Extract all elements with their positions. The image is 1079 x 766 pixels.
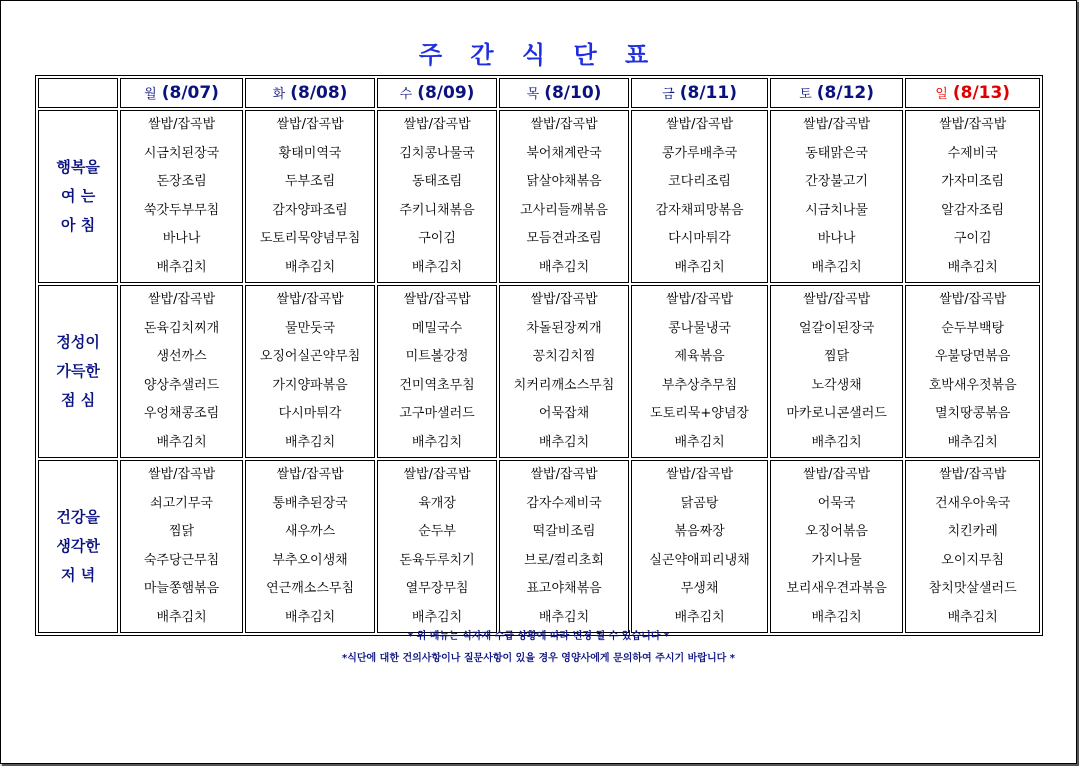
menu-cell (377, 460, 496, 633)
menu-item: 돈장조림 (156, 174, 207, 189)
menu-item: 순두부백탕 (941, 320, 1005, 336)
menu-cell (499, 285, 630, 458)
menu-cell (631, 110, 768, 283)
menu-item: 무생채 (680, 581, 719, 596)
menu-item: 어묵잡채 (538, 406, 590, 421)
menu-cell (120, 460, 242, 633)
menu-item: 미트볼강정 (405, 349, 469, 364)
menu-item: 표고야채볶음 (526, 581, 602, 596)
meal-label-line: 정성이 (56, 333, 100, 351)
menu-item: 가자미조림 (941, 174, 1005, 189)
menu-item: 찜닭 (824, 349, 850, 364)
day-badge-icon: 목 (526, 87, 540, 102)
menu-item: 알감자조림 (941, 202, 1005, 218)
menu-item: 수제비국 (947, 145, 998, 161)
meal-label-line: 가득한 (56, 362, 100, 380)
menu-cell (631, 460, 768, 633)
menu-item: 배추김치 (538, 259, 590, 275)
meal-row-2 (38, 460, 1040, 633)
menu-item: 닭곰탕 (680, 495, 719, 511)
menu-item: 감자양파조림 (272, 202, 348, 218)
menu-item: 어묵국 (817, 495, 856, 511)
menu-item: 두부조림 (284, 174, 336, 189)
menu-item: 배추김치 (947, 259, 998, 275)
menu-item: 배추김치 (674, 609, 725, 625)
day-date-label: (8/12) (816, 83, 874, 103)
day-date-label: (8/07) (161, 83, 219, 103)
menu-item: 돈육김치찌개 (143, 320, 220, 336)
menu-item: 건미역초무침 (399, 377, 475, 393)
notice-line-2: *식단에 대한 건의사항이나 질문사항이 있을 경우 영양사에게 문의하여 주시기 바랍니다 * (341, 653, 736, 664)
menu-item: 김치콩나물국 (399, 145, 475, 161)
menu-cell (770, 460, 904, 633)
day-header-1 (245, 78, 376, 108)
day-badge-icon: 월 (144, 87, 157, 102)
menu-cell (905, 460, 1040, 633)
menu-item: 쌀밥/잡곡밥 (403, 467, 471, 482)
menu-item: 차돌된장찌개 (526, 320, 602, 336)
day-badge-icon: 토 (799, 87, 812, 102)
day-badge-icon: 수 (399, 87, 413, 102)
day-date-label: (8/11) (679, 83, 737, 103)
day-badge-icon: 일 (935, 87, 948, 102)
menu-item: 오징어실곤약무침 (259, 349, 361, 364)
menu-item: 코다리조림 (668, 174, 731, 189)
meal-label-line: 여 는 (61, 187, 96, 205)
menu-item: 간장불고기 (805, 174, 868, 189)
menu-item: 콩가루배추국 (661, 145, 738, 161)
menu-item: 도토리묵+양념장 (650, 406, 749, 421)
menu-item: 쌀밥/잡곡밥 (530, 292, 598, 307)
menu-item: 배추김치 (156, 259, 207, 275)
menu-item: 쌀밥/잡곡밥 (665, 117, 734, 132)
menu-cell (120, 285, 242, 458)
menu-item: 북어채계란국 (526, 145, 602, 161)
day-header-4 (631, 78, 768, 108)
day-date-label: (8/08) (290, 83, 348, 103)
menu-item: 돈육두루치기 (399, 552, 475, 568)
menu-item: 쌀밥/잡곡밥 (939, 467, 1007, 482)
menu-item: 가지나물 (811, 552, 862, 568)
meal-label-line: 아 침 (61, 216, 96, 234)
menu-item: 통배추된장국 (272, 495, 348, 511)
day-header-3 (499, 78, 630, 108)
menu-item: 배추김치 (674, 259, 725, 275)
menu-item: 쌀밥/잡곡밥 (276, 467, 344, 482)
menu-item: 배추김치 (156, 609, 207, 625)
meal-label-line: 생각한 (56, 537, 100, 555)
day-badge-icon: 금 (662, 87, 675, 102)
menu-item: 치커리깨소스무침 (513, 377, 615, 393)
menu-item: 시금치된장국 (143, 145, 220, 161)
menu-item: 숙주당근무침 (143, 552, 220, 568)
day-header-6 (905, 78, 1040, 108)
menu-cell (120, 110, 242, 283)
menu-item: 마늘쫑햄볶음 (143, 581, 220, 596)
day-header-2 (377, 78, 496, 108)
menu-cell (499, 460, 630, 633)
menu-item: 오징어볶음 (805, 524, 868, 539)
menu-item: 가지양파볶음 (272, 377, 348, 393)
menu-item: 제육볶음 (674, 349, 725, 364)
menu-item: 꽁치김치찜 (532, 349, 596, 364)
weekly-menu-table (35, 75, 1043, 636)
meal-label-line: 건강을 (56, 508, 100, 526)
menu-item: 양상추샐러드 (143, 377, 220, 393)
menu-item: 열무장무침 (405, 581, 469, 596)
menu-item: 호박새우젓볶음 (928, 377, 1017, 393)
menu-item: 다시마튀각 (668, 231, 731, 246)
notice-line-1: * 위 메뉴는 식자재 수급 상황에 따라 변경 될 수 있습니다 * (407, 631, 670, 642)
menu-item: 우불당면볶음 (935, 349, 1011, 364)
menu-item: 쌀밥/잡곡밥 (403, 117, 471, 132)
menu-item: 보리새우견과볶음 (786, 581, 887, 596)
menu-item: 배추김치 (811, 609, 862, 625)
menu-item: 새우까스 (284, 524, 336, 539)
header-row (38, 78, 1040, 108)
menu-item: 쌀밥/잡곡밥 (803, 292, 871, 307)
menu-item: 쌀밥/잡곡밥 (403, 292, 471, 307)
menu-item: 육개장 (418, 495, 456, 511)
meal-row-1 (38, 285, 1040, 458)
menu-item: 구이김 (418, 231, 456, 246)
menu-item: 주키니채볶음 (399, 202, 475, 218)
menu-item: 떡갈비조림 (532, 524, 596, 539)
menu-cell (770, 285, 904, 458)
menu-cell (770, 110, 904, 283)
menu-item: 생선까스 (156, 349, 207, 364)
menu-item: 쌀밥/잡곡밥 (939, 117, 1007, 132)
menu-cell (245, 110, 376, 283)
menu-item: 바나나 (162, 231, 201, 246)
menu-cell (905, 285, 1040, 458)
menu-item: 우엉채콩조림 (143, 406, 220, 421)
menu-item: 연근깨소스무침 (266, 581, 354, 596)
page-title: 주 간 식 단 표 (418, 41, 659, 69)
menu-item: 배추김치 (284, 259, 336, 275)
menu-item: 치킨카레 (947, 524, 998, 539)
menu-cell (377, 285, 496, 458)
menu-item: 찜닭 (168, 524, 195, 539)
menu-item: 다시마튀각 (278, 406, 342, 421)
menu-item: 동태조림 (411, 174, 463, 189)
menu-item: 건새우아욱국 (935, 495, 1011, 511)
meal-label (38, 110, 118, 283)
menu-cell (631, 285, 768, 458)
menu-item: 모듬견과조림 (526, 231, 602, 246)
menu-item: 배추김치 (947, 609, 998, 625)
menu-item: 배추김치 (947, 434, 998, 450)
menu-item: 콩나물냉국 (668, 320, 731, 336)
menu-item: 실곤약애피리냉채 (649, 552, 750, 568)
menu-item: 참치맛살샐러드 (928, 581, 1017, 596)
day-badge-icon: 화 (272, 87, 286, 102)
menu-item: 쌀밥/잡곡밥 (530, 117, 598, 132)
day-date-label: (8/09) (417, 83, 475, 103)
menu-item: 메밀국수 (411, 320, 463, 336)
menu-item: 동태맑은국 (805, 145, 868, 161)
menu-item: 물만둣국 (284, 320, 336, 336)
meal-label-line: 저 녁 (61, 566, 96, 584)
menu-item: 쑥갓두부무침 (143, 202, 220, 218)
menu-item: 닭살야채볶음 (526, 174, 602, 189)
menu-item: 배추김치 (284, 609, 336, 625)
menu-item: 배추김치 (538, 609, 590, 625)
menu-item: 배추김치 (811, 434, 862, 450)
menu-item: 부추상추무침 (661, 377, 738, 393)
menu-item: 쌀밥/잡곡밥 (147, 467, 216, 482)
menu-item: 멸치땅콩볶음 (935, 406, 1011, 421)
menu-item: 볶음짜장 (674, 524, 725, 539)
meal-label-line: 행복을 (56, 158, 100, 176)
menu-item: 쇠고기무국 (150, 495, 213, 511)
menu-item: 얼갈이된장국 (798, 320, 875, 336)
day-date-label: (8/13) (952, 83, 1011, 103)
corner-cell (38, 78, 118, 108)
menu-item: 노각생채 (811, 377, 862, 393)
menu-body (38, 110, 1040, 633)
menu-item: 쌀밥/잡곡밥 (530, 467, 598, 482)
meal-label (38, 460, 118, 633)
menu-item: 쌀밥/잡곡밥 (803, 117, 871, 132)
menu-item: 쌀밥/잡곡밥 (147, 117, 216, 132)
menu-item: 배추김치 (411, 259, 463, 275)
menu-cell (905, 110, 1040, 283)
menu-item: 쌀밥/잡곡밥 (665, 467, 734, 482)
menu-cell (499, 110, 630, 283)
menu-item: 쌀밥/잡곡밥 (803, 467, 871, 482)
menu-item: 쌀밥/잡곡밥 (939, 292, 1007, 307)
menu-item: 바나나 (817, 231, 856, 246)
meal-label (38, 285, 118, 458)
menu-item: 배추김치 (284, 434, 336, 450)
day-header-5 (770, 78, 904, 108)
day-date-label: (8/10) (544, 83, 602, 103)
menu-item: 배추김치 (674, 434, 725, 450)
menu-item: 배추김치 (411, 434, 463, 450)
menu-item: 구이김 (953, 231, 992, 246)
menu-item: 고구마샐러드 (399, 406, 475, 421)
menu-item: 부추오이생채 (272, 552, 348, 568)
menu-item: 감자채피망볶음 (655, 202, 744, 218)
menu-item: 브로/컬리초회 (524, 552, 604, 568)
menu-item: 쌀밥/잡곡밥 (276, 292, 344, 307)
day-header-0 (120, 78, 242, 108)
menu-item: 황태미역국 (278, 145, 342, 161)
menu-cell (245, 285, 376, 458)
menu-item: 쌀밥/잡곡밥 (147, 292, 216, 307)
menu-item: 시금치나물 (805, 202, 868, 218)
menu-item: 도토리묵양념무침 (259, 231, 361, 246)
menu-cell (377, 110, 496, 283)
menu-item: 배추김치 (538, 434, 590, 450)
menu-item: 배추김치 (811, 259, 862, 275)
menu-item: 고사리들깨볶음 (520, 202, 608, 218)
menu-item: 쌀밥/잡곡밥 (276, 117, 344, 132)
menu-item: 오이지무침 (941, 552, 1005, 568)
meal-row-0 (38, 110, 1040, 283)
meal-label-line: 점 심 (61, 391, 96, 409)
menu-item: 감자수제비국 (526, 495, 602, 511)
menu-item: 배추김치 (156, 434, 207, 450)
menu-item: 마카로니콘샐러드 (786, 406, 887, 421)
menu-cell (245, 460, 376, 633)
menu-item: 쌀밥/잡곡밥 (665, 292, 734, 307)
menu-item: 배추김치 (411, 609, 463, 625)
menu-item: 순두부 (418, 524, 456, 539)
